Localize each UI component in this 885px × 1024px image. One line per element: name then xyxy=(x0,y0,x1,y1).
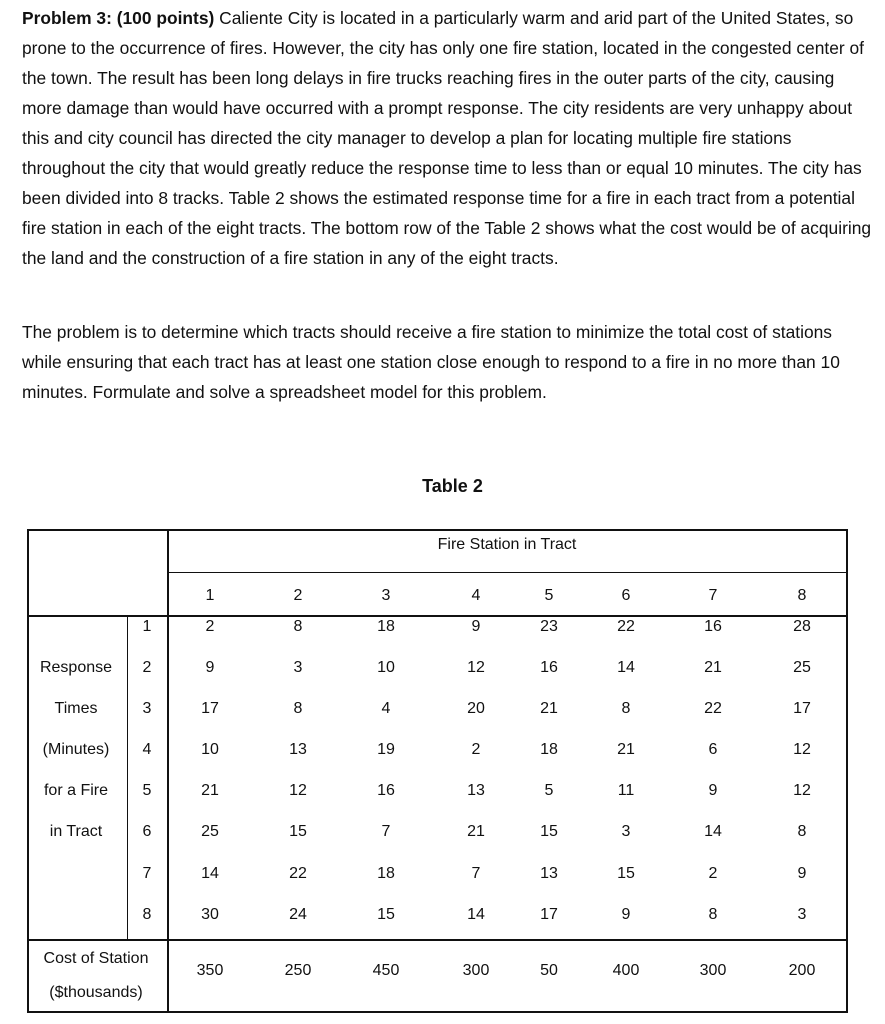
station-cost-cell: 300 xyxy=(699,962,727,979)
response-time-cell: 4 xyxy=(381,700,391,717)
problem-heading: Problem 3: (100 points) xyxy=(22,8,215,28)
station-cost-cell: 450 xyxy=(372,962,400,979)
cost-label-line: ($thousands) xyxy=(49,984,143,1001)
response-time-cell: 7 xyxy=(471,865,481,882)
problem-text-2: The problem is to determine which tracts should receive a fire station to minimize the total cost of stations while ensuring that each tract has at least one station close enough to respond to a fire in no more than 10 minutes. Formulate and solve a spreadsheet model for this problem. xyxy=(22,322,840,402)
response-time-cell: 13 xyxy=(289,741,307,758)
column-number: 3 xyxy=(381,587,391,604)
table-title: Table 2 xyxy=(422,476,483,496)
response-time-cell: 18 xyxy=(540,741,558,758)
column-number: 8 xyxy=(797,587,807,604)
response-time-cell: 17 xyxy=(540,906,558,923)
response-time-cell: 28 xyxy=(793,618,811,635)
response-time-cell: 2 xyxy=(205,618,215,635)
cost-label-line: Cost of Station xyxy=(43,950,149,967)
response-time-cell: 9 xyxy=(471,618,481,635)
row-label-line: in Tract xyxy=(49,823,103,840)
response-time-cell: 14 xyxy=(704,823,722,840)
response-time-cell: 21 xyxy=(617,741,635,758)
response-time-cell: 16 xyxy=(704,618,722,635)
response-time-cell: 30 xyxy=(201,906,219,923)
response-time-cell: 10 xyxy=(201,741,219,758)
station-cost-cell: 350 xyxy=(196,962,224,979)
response-time-cell: 23 xyxy=(540,618,558,635)
station-cost-cell: 200 xyxy=(788,962,816,979)
response-time-cell: 15 xyxy=(289,823,307,840)
response-time-cell: 8 xyxy=(708,906,718,923)
response-time-cell: 18 xyxy=(377,865,395,882)
response-time-cell: 7 xyxy=(381,823,391,840)
row-number: 4 xyxy=(142,741,152,758)
response-time-cell: 8 xyxy=(621,700,631,717)
response-time-cell: 8 xyxy=(293,618,303,635)
row-number: 3 xyxy=(142,700,152,717)
response-time-cell: 18 xyxy=(377,618,395,635)
table-divider-cost xyxy=(27,939,848,941)
response-time-cell: 19 xyxy=(377,741,395,758)
response-time-cell: 25 xyxy=(793,659,811,676)
station-cost-cell: 250 xyxy=(284,962,312,979)
column-number: 6 xyxy=(621,587,631,604)
response-time-cell: 9 xyxy=(708,782,718,799)
row-label-line: for a Fire xyxy=(43,782,108,799)
response-time-cell: 17 xyxy=(201,700,219,717)
response-time-cell: 15 xyxy=(617,865,635,882)
response-time-cell: 3 xyxy=(797,906,807,923)
response-time-cell: 21 xyxy=(704,659,722,676)
response-time-cell: 9 xyxy=(205,659,215,676)
table-border-bottom xyxy=(27,1011,848,1013)
row-number: 6 xyxy=(142,823,152,840)
response-time-cell: 8 xyxy=(293,700,303,717)
response-time-cell: 13 xyxy=(540,865,558,882)
response-time-cell: 20 xyxy=(467,700,485,717)
response-time-cell: 25 xyxy=(201,823,219,840)
response-time-cell: 9 xyxy=(797,865,807,882)
response-time-cell: 15 xyxy=(540,823,558,840)
column-number: 4 xyxy=(471,587,481,604)
table-border-top xyxy=(27,529,848,531)
problem-text-1: Caliente City is located in a particularly warm and arid part of the United States, so prone to the occurrence of fires. However, the city has only one fire station, located in the congested center of the town. The result has been long delays in fire trucks reaching fires in the outer parts of the city, causing more damage than would have occurred with a prompt response. The city residents are very unhappy about this and city council has directed the city manager to develop a plan for locating multiple fire stations throughout the city that would greatly reduce the response time to less than or equal 10 minutes. The city has been divided into 8 tracks. Table 2 shows the estimated response time for a fire in each tract from a potential fire station in each of the eight tracts. The bottom row of the Table 2 shows what the cost would be of acquiring the land and the construction of a fire station in any of the eight tracts. xyxy=(22,8,872,268)
response-time-cell: 12 xyxy=(289,782,307,799)
response-time-cell: 12 xyxy=(467,659,485,676)
problem-paragraph-2 xyxy=(22,317,872,407)
response-time-cell: 14 xyxy=(201,865,219,882)
response-time-cell: 16 xyxy=(377,782,395,799)
response-time-cell: 15 xyxy=(377,906,395,923)
column-number: 2 xyxy=(293,587,303,604)
response-time-cell: 21 xyxy=(201,782,219,799)
response-time-cell: 21 xyxy=(467,823,485,840)
fire-station-header: Fire Station in Tract xyxy=(437,536,577,553)
response-time-cell: 17 xyxy=(793,700,811,717)
row-label-line: Response xyxy=(39,659,113,676)
response-time-cell: 22 xyxy=(704,700,722,717)
response-time-cell: 6 xyxy=(708,741,718,758)
response-time-cell: 2 xyxy=(471,741,481,758)
response-time-cell: 14 xyxy=(467,906,485,923)
table-divider-header xyxy=(167,572,848,573)
response-time-cell: 8 xyxy=(797,823,807,840)
row-number: 1 xyxy=(142,618,152,635)
row-label-line: (Minutes) xyxy=(42,741,110,758)
row-number: 7 xyxy=(142,865,152,882)
response-time-cell: 14 xyxy=(617,659,635,676)
response-time-cell: 22 xyxy=(617,618,635,635)
response-time-cell: 24 xyxy=(289,906,307,923)
table-divider-rownums xyxy=(127,615,128,939)
response-time-cell: 9 xyxy=(621,906,631,923)
response-time-cell: 5 xyxy=(544,782,554,799)
response-time-cell: 13 xyxy=(467,782,485,799)
station-cost-cell: 400 xyxy=(612,962,640,979)
response-time-cell: 12 xyxy=(793,741,811,758)
row-label-line: Times xyxy=(54,700,98,717)
row-number: 2 xyxy=(142,659,152,676)
response-time-cell: 3 xyxy=(293,659,303,676)
station-cost-cell: 50 xyxy=(540,962,558,979)
response-time-cell: 3 xyxy=(621,823,631,840)
response-time-cell: 12 xyxy=(793,782,811,799)
response-time-cell: 16 xyxy=(540,659,558,676)
station-cost-cell: 300 xyxy=(462,962,490,979)
row-number: 5 xyxy=(142,782,152,799)
response-time-cell: 10 xyxy=(377,659,395,676)
column-number: 7 xyxy=(708,587,718,604)
response-time-cell: 22 xyxy=(289,865,307,882)
column-number: 5 xyxy=(544,587,554,604)
response-time-cell: 11 xyxy=(617,782,635,799)
column-number: 1 xyxy=(205,587,215,604)
row-number: 8 xyxy=(142,906,152,923)
response-time-cell: 2 xyxy=(708,865,718,882)
response-time-cell: 21 xyxy=(540,700,558,717)
problem-paragraph-1 xyxy=(22,3,872,273)
